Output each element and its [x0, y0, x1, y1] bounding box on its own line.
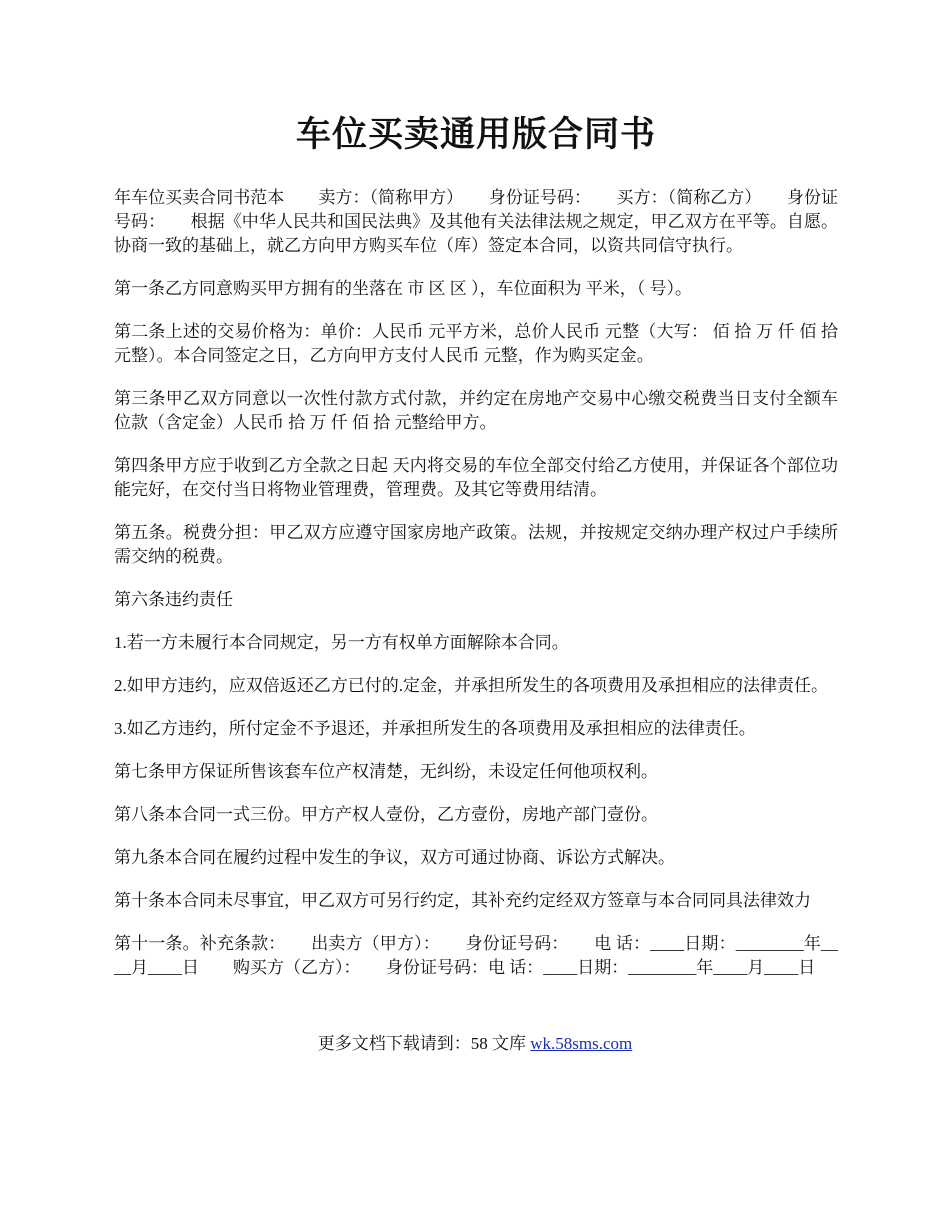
breach-clause-1: 1.若一方未履行本合同规定，另一方有权单方面解除本合同。: [114, 633, 569, 652]
article-2: 第二条上述的交易价格为：单价：人民币 元平方米，总价人民币 元整（大写： 佰 拾 万 仟 佰 拾 元整）。本合同签定之日，乙方向甲方支付人民币 元整，作为购买定金。: [114, 322, 838, 365]
footer-link[interactable]: wk.58sms.com: [530, 1034, 633, 1053]
article-8: 第八条本合同一式三份。甲方产权人壹份，乙方壹份，房地产部门壹份。: [114, 805, 658, 824]
article-1: 第一条乙方同意购买甲方拥有的坐落在 市 区 区 ），车位面积为 平米，（ 号）。: [114, 279, 692, 298]
article-7: 第七条甲方保证所售该套车位产权清楚，无纠纷，未设定任何他项权利。: [114, 762, 658, 781]
article-10: 第十条本合同未尽事宜，甲乙双方可另行约定，其补充约定经双方签章与本合同同具法律效力: [114, 891, 811, 910]
breach-clause-2: 2.如甲方违约，应双倍返还乙方已付的.定金，并承担所发生的各项费用及承担相应的法律责任。: [114, 676, 828, 695]
contract-intro: 年车位买卖合同书范本 卖方：（简称甲方） 身份证号码： 买方：（简称乙方） 身份证号码： 根据《中华人民共和国民法典》及其他有关法律法规之规定，甲乙双方在平等。自愿。协商一致的基础上，就乙方向甲方购买车位（库）签定本合同，以资共同信守执行。: [114, 188, 838, 255]
article-5: 第五条。税费分担：甲乙双方应遵守国家房地产政策。法规，并按规定交纳办理产权过户手续所需交纳的税费。: [114, 523, 838, 566]
article-9: 第九条本合同在履约过程中发生的争议，双方可通过协商、诉讼方式解决。: [114, 848, 675, 867]
article-3: 第三条甲乙双方同意以一次性付款方式付款，并约定在房地产交易中心缴交税费当日支付全额车位款（含定金）人民币 拾 万 仟 佰 拾 元整给甲方。: [114, 389, 838, 432]
footer-text: 更多文档下载请到：58 文库: [317, 1034, 531, 1053]
article-6-heading: 第六条违约责任: [114, 590, 233, 609]
document-page: [114, 110, 838, 999]
article-11-signatures: 第十一条。补充条款： 出卖方（甲方）： 身份证号码： 电 话：____日期：________年____月____日 购买方（乙方）： 身份证号码：电 话：____日期：________年____月____日: [114, 934, 838, 977]
footer: [0, 1032, 950, 1056]
article-4: 第四条甲方应于收到乙方全款之日起 天内将交易的车位全部交付给乙方使用，并保证各个部位功能完好，在交付当日将物业管理费，管理费。及其它等费用结清。: [114, 456, 838, 499]
document-title: 车位买卖通用版合同书: [295, 115, 656, 154]
breach-clause-3: 3.如乙方违约，所付定金不予退还，并承担所发生的各项费用及承担相应的法律责任。: [114, 719, 756, 738]
